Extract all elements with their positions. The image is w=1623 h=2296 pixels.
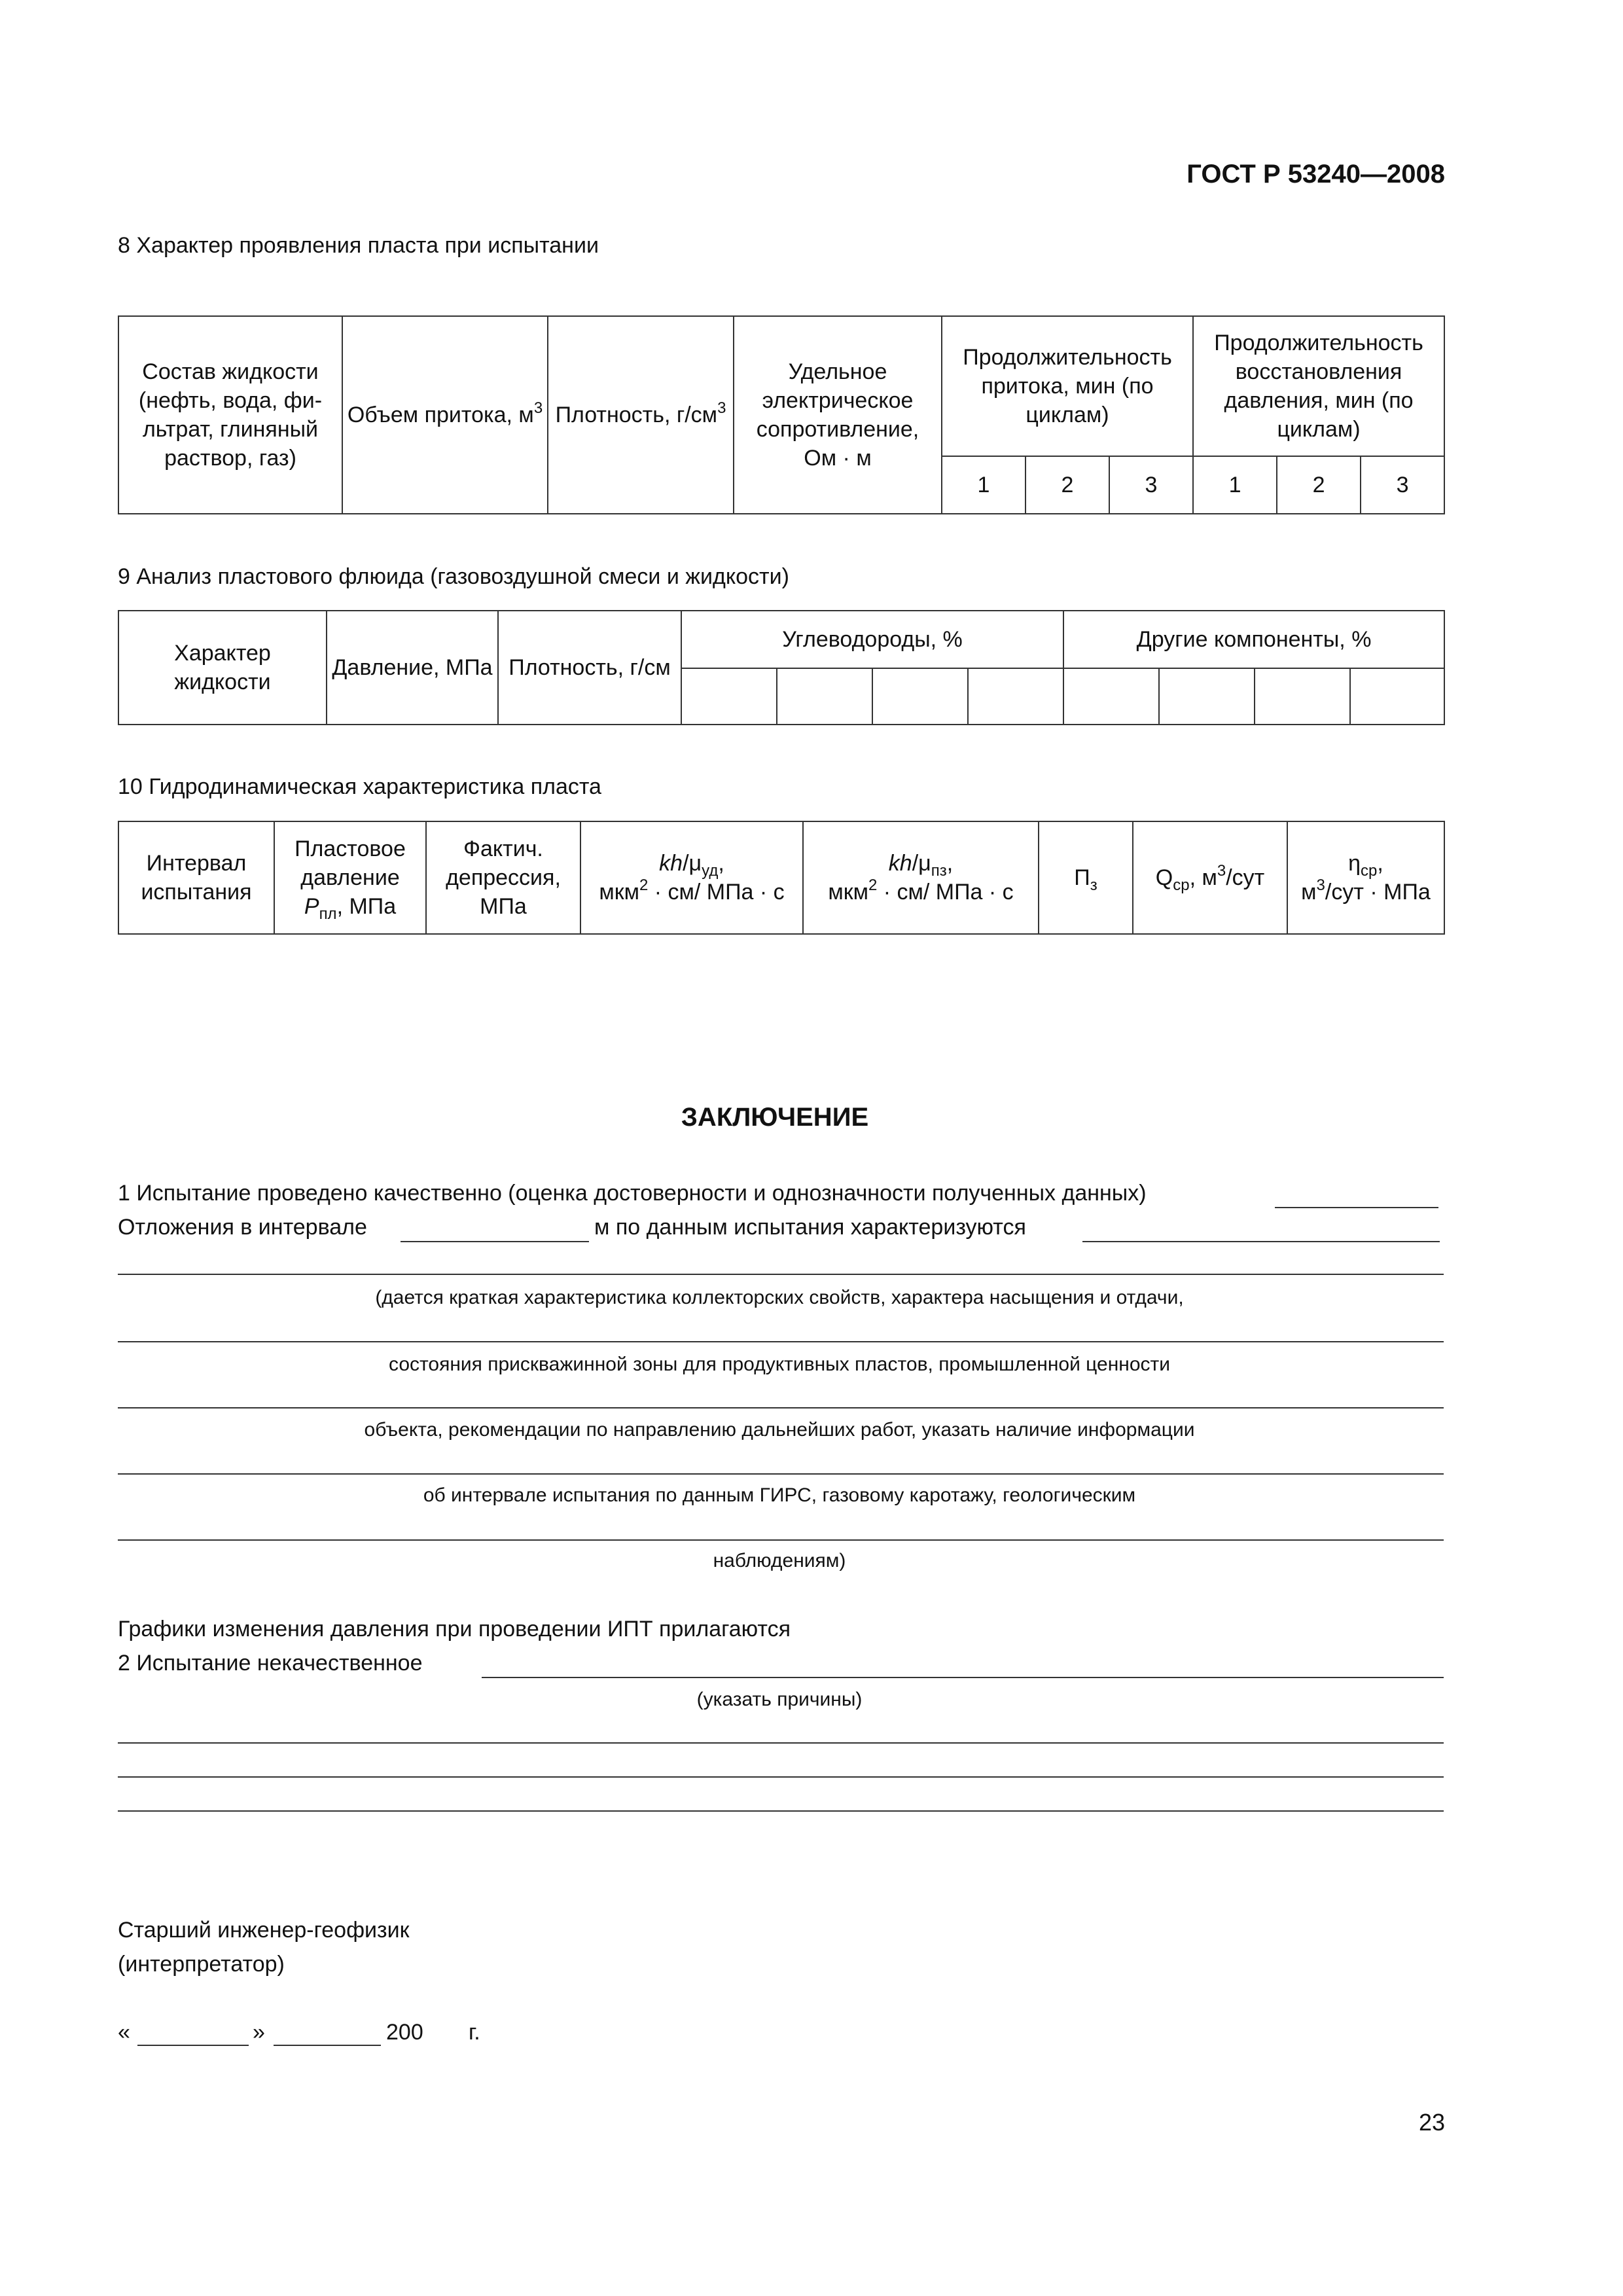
- signature-role: Старший инженер-геофизик: [118, 1918, 410, 1943]
- fill-line[interactable]: [118, 1407, 1444, 1408]
- header-recovery-duration: Продолжительность восстановления давления, мин (по циклам): [1193, 316, 1444, 456]
- fill-line-interval[interactable]: [401, 1241, 589, 1242]
- caption-reasons: (указать причины): [696, 1689, 863, 1710]
- empty-cell: [1350, 668, 1444, 725]
- conclusion-item-2: 2 Испытание некачественное: [118, 1651, 423, 1676]
- header-inflow-volume: Объем притока, $м^3$: [342, 316, 548, 514]
- cycle-label: 3: [1361, 456, 1444, 514]
- fill-line[interactable]: [118, 1810, 1444, 1812]
- fill-line-day[interactable]: [137, 2045, 249, 2046]
- date-quote-close: »: [253, 2020, 265, 2045]
- deposits-label: Отложения в интервале: [118, 1215, 367, 1240]
- standard-code: ГОСТ Р 53240—2008: [1186, 160, 1445, 188]
- conclusion-item-1: 1 Испытание проведено качественно (оценка достоверности и однозначности полученных данных): [118, 1181, 1147, 1206]
- header-p-z: $П_з$: [1039, 821, 1133, 934]
- graphs-attached: Графики изменения давления при проведении ИПТ прилагаются: [118, 1617, 791, 1641]
- cycle-label: 2: [1277, 456, 1361, 514]
- table-fluid-analysis: [118, 610, 1445, 725]
- section-10-title: 10 Гидродинамическая характеристика пласта: [118, 774, 601, 799]
- header-interval: Интервал испытания: [118, 821, 274, 934]
- empty-cell: [872, 668, 968, 725]
- deposits-label-2: м по данным испытания характеризуются: [594, 1215, 1026, 1240]
- header-fluid-composition: Состав жидкости (нефть, вода, фи-льтрат, глиняный раствор, газ): [118, 316, 342, 514]
- caption-line-1: (дается краткая характеристика коллекторских свойств, характера насыщения и отдачи,: [375, 1287, 1184, 1308]
- conclusion-title: ЗАКЛЮЧЕНИЕ: [681, 1103, 869, 1132]
- fill-line[interactable]: [118, 1473, 1444, 1475]
- header-hydrocarbons: Углеводороды, %: [681, 611, 1063, 668]
- fill-line[interactable]: [118, 1776, 1444, 1778]
- header-density: Плотность, г/см: [498, 611, 681, 725]
- fill-line-reasons[interactable]: [482, 1677, 1444, 1678]
- date-quote-open: «: [118, 2020, 130, 2045]
- empty-cell: [968, 668, 1063, 725]
- fill-line[interactable]: [118, 1341, 1444, 1342]
- empty-cell: [1255, 668, 1350, 725]
- section-9-title: 9 Анализ пластового флюида (газовоздушной смеси и жидкости): [118, 564, 789, 589]
- header-other-components: Другие компоненты, %: [1063, 611, 1444, 668]
- header-resistivity: Удельное электрическое сопротивление, Ом · м: [734, 316, 942, 514]
- header-depression: Фактич. депрессия, МПа: [426, 821, 580, 934]
- date-year-suffix: г.: [469, 2020, 480, 2045]
- fill-line[interactable]: [118, 1742, 1444, 1744]
- empty-cell: [1159, 668, 1255, 725]
- header-kh-mu-ud: $kh/\mu_{уд}$, мкм$^2$ · см/ МПа · с: [580, 821, 803, 934]
- caption-line-2: состояния прискважинной зоны для продуктивных пластов, промышленной ценности: [388, 1354, 1171, 1375]
- fill-line-quality[interactable]: [1275, 1207, 1438, 1208]
- caption-line-4: об интервале испытания по данным ГИРС, газовому каротажу, геологическим: [423, 1484, 1136, 1506]
- cycle-label: 1: [1193, 456, 1277, 514]
- table-formation-behavior: [118, 315, 1445, 514]
- header-fluid-character: Характер жидкости: [118, 611, 327, 725]
- empty-cell: [681, 668, 777, 725]
- page-number: 23: [1418, 2109, 1445, 2136]
- cycle-label: 2: [1026, 456, 1109, 514]
- header-inflow-duration: Продолжительность притока, мин (по циклам): [942, 316, 1193, 456]
- header-pressure: Давление, МПа: [327, 611, 498, 725]
- header-formation-pressure: Пластовое давление $P_{пл}$, МПа: [274, 821, 426, 934]
- section-8-title: 8 Характер проявления пласта при испытании: [118, 233, 599, 258]
- caption-line-3: объекта, рекомендации по направлению дальнейших работ, указать наличие информации: [364, 1419, 1195, 1441]
- header-kh-mu-pz: $kh/\mu_{пз}$, мкм$^2$ · см/ МПа · с: [803, 821, 1039, 934]
- cycle-label: 1: [942, 456, 1026, 514]
- fill-line-month[interactable]: [274, 2045, 381, 2046]
- table-hydrodynamic: [118, 821, 1445, 935]
- header-density: Плотность, $г/см^3$: [548, 316, 734, 514]
- empty-cell: [1063, 668, 1159, 725]
- caption-line-5: наблюдениям): [713, 1550, 846, 1571]
- fill-line[interactable]: [118, 1274, 1444, 1275]
- cycle-label: 3: [1109, 456, 1193, 514]
- fill-line-characterization[interactable]: [1082, 1241, 1440, 1242]
- header-eta-avg: $\eta_{ср}$, $м^3$/сут · МПа: [1287, 821, 1444, 934]
- header-q-avg: $Q_{ср}$, $м^3$/сут: [1133, 821, 1287, 934]
- fill-line[interactable]: [118, 1539, 1444, 1541]
- empty-cell: [777, 668, 872, 725]
- date-year: 200: [386, 2020, 423, 2045]
- signature-role-note: (интерпретатор): [118, 1952, 285, 1977]
